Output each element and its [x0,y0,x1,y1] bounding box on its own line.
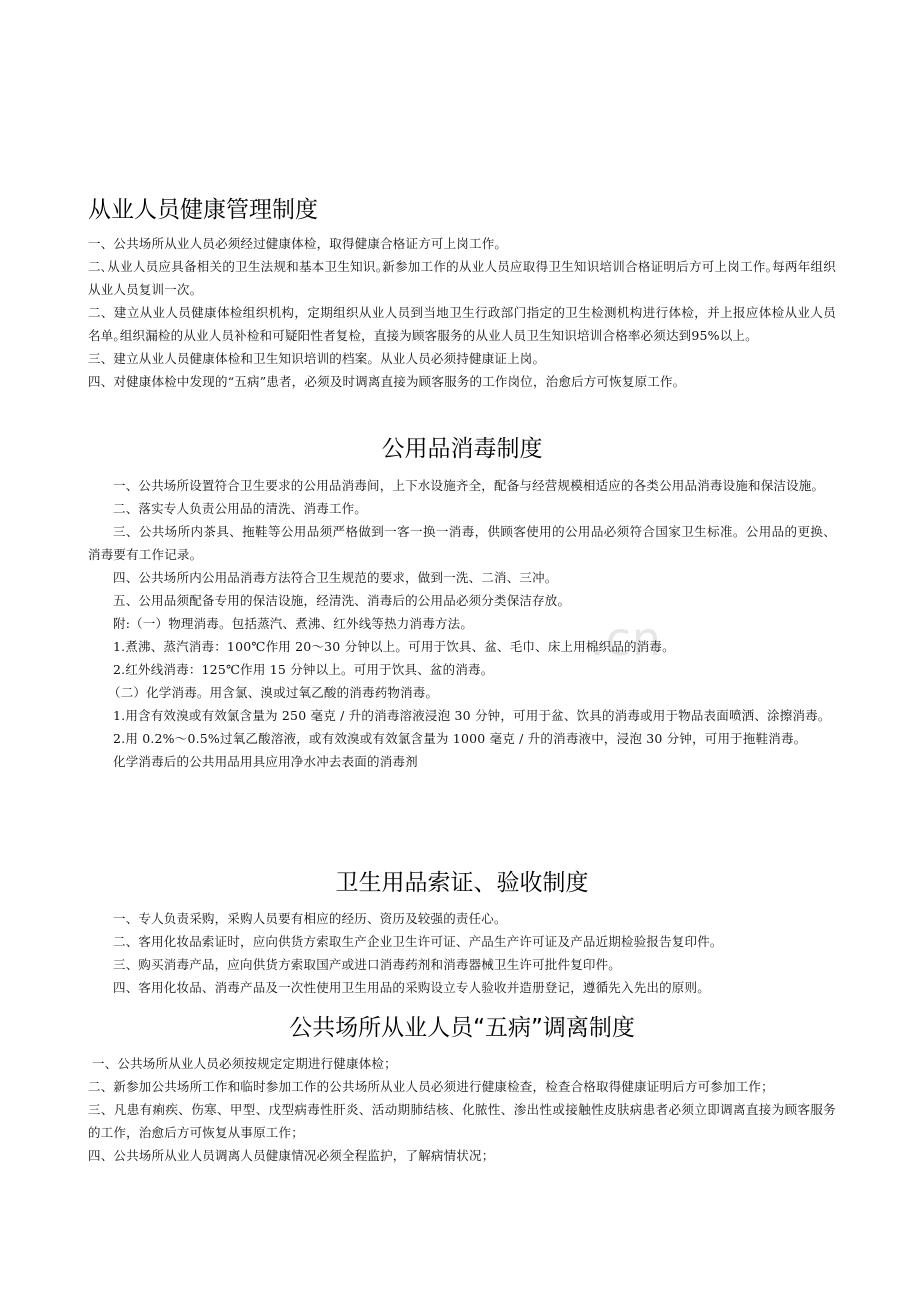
watermark: .cn [590,612,663,666]
section1-paragraph-3: 二、建立从业人员健康体检组织机构，定期组织从业人员到当地卫生行政部门指定的卫生检测机构进行体检，并上报应体检从业人员名单｡组织漏检的从业人员补检和可疑阳性者复检，直接为顾客服务的从业人员卫生知识培训合格率必须达到95%以上。 [88,305,836,343]
section1-title: 从业人员健康管理制度 [88,197,318,223]
section1-paragraph-5: 四、对健康体检中发现的“五病”患者，必须及时调离直接为顾客服务的工作岗位，治愈后方可恢复原工作。 [88,374,686,389]
section1-paragraph-1: 一、公共场所从业人员必须经过健康体检，取得健康合格证方可上岗工作。 [88,236,508,251]
section2-title: 公用品消毒制度 [381,436,543,462]
section2-paragraph-1: 一、公共场所设置符合卫生要求的公用品消毒间，上下水设施齐全，配备与经营规模相适应的各类公用品消毒设施和保洁设施。 [113,478,825,493]
section2-body [88,474,836,773]
section2-paragraph-8: 2.红外线消毒：125℃作用 15 分钟以上。可用于饮具、盆的消毒。 [113,662,494,677]
section3-paragraph-1: 一、专人负责采购，采购人员要有相应的经历、资历及较强的责任心。 [113,911,507,926]
section2-paragraph-7: 1.煮沸、蒸汽消毒：100℃作用 20～30 分钟以上。可用于饮具、盆、毛巾、床上用棉织品的消毒。 [113,639,675,654]
section3-body [88,907,836,999]
section4-paragraph-4: 四、公共场所从业人员调离人员健康情况必须全程监护，了解病情状况； [88,1148,495,1163]
section4-body [88,1052,836,1167]
section1-paragraph-2: 二､从业人员应具备相关的卫生法规和基本卫生知识｡新参加工作的从业人员应取得卫生知识培训合格证明后方可上岗工作｡每两年组织从业人员复训一次。 [88,259,836,297]
section2-paragraph-11: 2.用 0.2%～0.5%过氧乙酸溶液，或有效溴或有效氯含量为 1000 毫克 / 升的消毒液中，浸泡 30 分钟，可用于拖鞋消毒。 [113,731,807,746]
section2-paragraph-5: 五、公用品须配备专用的保洁设施，经清洗、消毒后的公用品必须分类保洁存放。 [113,593,571,608]
section2-paragraph-12: 化学消毒后的公共用品用具应用净水冲去表面的消毒剂 [113,754,418,769]
section2-paragraph-2: 二、落实专人负责公用品的清洗、消毒工作。 [113,501,368,516]
section3-paragraph-3: 三、购买消毒产品，应向供货方索取国产或进口消毒药剂和消毒器械卫生许可批件复印件。 [113,957,622,972]
section2-paragraph-6: 附:（一）物理消毒。包括蒸汽、煮沸、红外线等热力消毒方法。 [113,616,474,631]
section3-paragraph-4: 四、客用化妆品、消毒产品及一次性使用卫生用品的采购设立专人验收并造册登记，遵循先入先出的原则。 [113,980,710,995]
section4-paragraph-1: 一、公共场所从业人员必须按规定定期进行健康体检； [92,1056,397,1071]
section1-paragraph-4: 三、建立从业人员健康体检和卫生知识培训的档案。从业人员必须持健康证上岗。 [88,351,546,366]
section4-paragraph-3: 三、凡患有痢疾、伤寒、甲型、戊型病毒性肝炎、活动期肺结核、化脓性、渗出性或接触性皮肤病患者必须立即调离直接为顾客服务的工作，治愈后方可恢复从事原工作； [88,1102,836,1140]
section4-paragraph-2: 二、新参加公共场所工作和临时参加工作的公共场所从业人员必须进行健康检查，检查合格取得健康证明后方可参加工作； [88,1079,774,1094]
section2-paragraph-3: 三、公共场所内茶具、拖鞋等公用品须严格做到一客一换一消毒，供顾客使用的公用品必须符合国家卫生标准。公用品的更换、消毒要有工作记录。 [88,524,836,562]
section3-paragraph-2: 二、客用化妆品索证时，应向供货方索取生产企业卫生许可证、产品生产许可证及产品近期检验报告复印件。 [113,934,723,949]
section4-title: 公共场所从业人员“五病”调离制度 [289,1015,635,1041]
section2-paragraph-9: （二）化学消毒。用含氯、溴或过氧乙酸的消毒药物消毒。 [108,685,439,700]
section2-paragraph-4: 四、公共场所内公用品消毒方法符合卫生规范的要求，做到一洗、二消、三冲。 [113,570,558,585]
section3-title: 卫生用品索证、验收制度 [335,870,589,896]
section1-body [88,232,836,393]
section2-paragraph-10: 1.用含有效溴或有效氯含量为 250 毫克 / 升的消毒溶液浸泡 30 分钟，可用于盆、饮具的消毒或用于物品表面喷洒、涂擦消毒。 [113,708,831,723]
